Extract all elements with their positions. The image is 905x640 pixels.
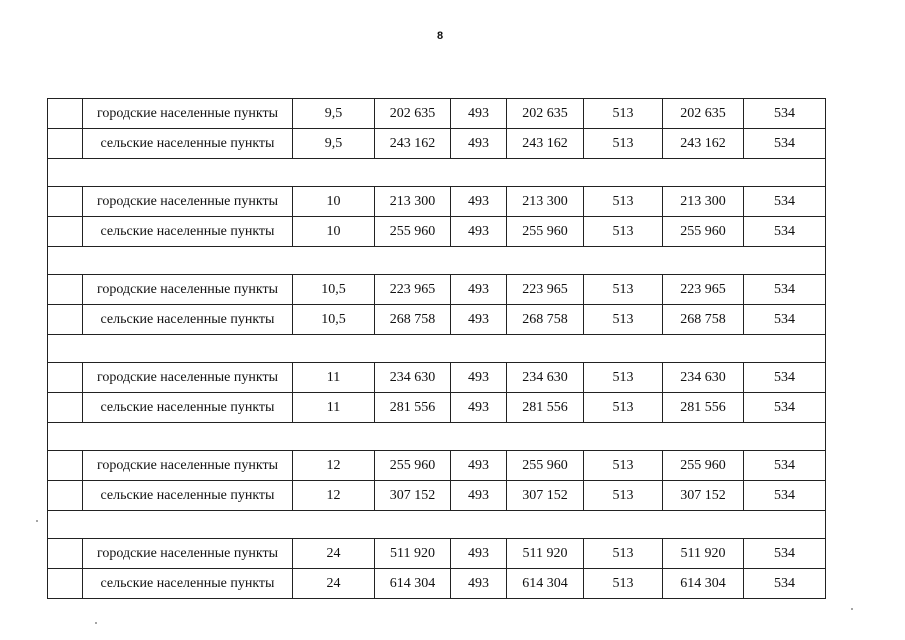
value-cell: 513 xyxy=(584,129,663,159)
value-cell: 12 xyxy=(293,451,375,481)
group-spacer-row xyxy=(48,335,826,363)
group-spacer-row xyxy=(48,247,826,275)
value-cell: 513 xyxy=(584,305,663,335)
value-cell: 513 xyxy=(584,99,663,129)
blank-cell xyxy=(48,539,83,569)
value-cell: 307 152 xyxy=(663,481,744,511)
value-cell: 534 xyxy=(744,451,826,481)
table-row xyxy=(48,539,826,569)
value-cell: 202 635 xyxy=(663,99,744,129)
value-cell: 268 758 xyxy=(507,305,584,335)
value-cell: 534 xyxy=(744,363,826,393)
blank-cell xyxy=(48,451,83,481)
value-cell: 513 xyxy=(584,187,663,217)
table-row xyxy=(48,305,826,335)
value-cell: 12 xyxy=(293,481,375,511)
value-cell: 513 xyxy=(584,363,663,393)
value-cell: 534 xyxy=(744,539,826,569)
value-cell: 493 xyxy=(451,217,507,247)
value-cell: 493 xyxy=(451,451,507,481)
table-row xyxy=(48,99,826,129)
blank-cell xyxy=(48,275,83,305)
settlement-type-cell: городские населенные пункты xyxy=(83,539,293,569)
value-cell: 493 xyxy=(451,481,507,511)
value-cell: 493 xyxy=(451,393,507,423)
table-row xyxy=(48,187,826,217)
value-cell: 493 xyxy=(451,99,507,129)
blank-cell xyxy=(48,99,83,129)
value-cell: 281 556 xyxy=(375,393,451,423)
table-row xyxy=(48,363,826,393)
blank-cell xyxy=(48,569,83,599)
value-cell: 255 960 xyxy=(375,451,451,481)
value-cell: 213 300 xyxy=(375,187,451,217)
value-cell: 493 xyxy=(451,569,507,599)
value-cell: 268 758 xyxy=(663,305,744,335)
value-cell: 513 xyxy=(584,539,663,569)
value-cell: 10 xyxy=(293,187,375,217)
settlement-type-cell: городские населенные пункты xyxy=(83,451,293,481)
value-cell: 243 162 xyxy=(663,129,744,159)
value-cell: 614 304 xyxy=(375,569,451,599)
settlement-type-cell: сельские населенные пункты xyxy=(83,129,293,159)
scan-speck xyxy=(851,608,853,610)
table-row xyxy=(48,569,826,599)
value-cell: 493 xyxy=(451,305,507,335)
table-row xyxy=(48,451,826,481)
value-cell: 534 xyxy=(744,99,826,129)
blank-cell xyxy=(48,393,83,423)
value-cell: 234 630 xyxy=(375,363,451,393)
value-cell: 202 635 xyxy=(507,99,584,129)
value-cell: 307 152 xyxy=(507,481,584,511)
value-cell: 534 xyxy=(744,569,826,599)
settlement-type-cell: городские населенные пункты xyxy=(83,187,293,217)
blank-cell xyxy=(48,305,83,335)
value-cell: 10,5 xyxy=(293,275,375,305)
value-cell: 493 xyxy=(451,539,507,569)
value-cell: 10,5 xyxy=(293,305,375,335)
value-cell: 24 xyxy=(293,539,375,569)
value-cell: 24 xyxy=(293,569,375,599)
value-cell: 511 920 xyxy=(375,539,451,569)
value-cell: 307 152 xyxy=(375,481,451,511)
settlement-type-cell: сельские населенные пункты xyxy=(83,481,293,511)
settlement-type-cell: городские населенные пункты xyxy=(83,99,293,129)
value-cell: 513 xyxy=(584,217,663,247)
value-cell: 255 960 xyxy=(507,217,584,247)
value-cell: 255 960 xyxy=(375,217,451,247)
value-cell: 255 960 xyxy=(663,217,744,247)
table-row xyxy=(48,275,826,305)
table-row xyxy=(48,393,826,423)
spacer-cell xyxy=(48,511,826,539)
value-cell: 213 300 xyxy=(663,187,744,217)
spacer-cell xyxy=(48,335,826,363)
settlement-type-cell: городские населенные пункты xyxy=(83,275,293,305)
blank-cell xyxy=(48,187,83,217)
value-cell: 493 xyxy=(451,275,507,305)
settlement-type-cell: сельские населенные пункты xyxy=(83,217,293,247)
group-spacer-row xyxy=(48,159,826,187)
settlement-type-cell: городские населенные пункты xyxy=(83,363,293,393)
blank-cell xyxy=(48,481,83,511)
blank-cell xyxy=(48,363,83,393)
value-cell: 11 xyxy=(293,393,375,423)
value-cell: 223 965 xyxy=(375,275,451,305)
value-cell: 234 630 xyxy=(507,363,584,393)
value-cell: 234 630 xyxy=(663,363,744,393)
value-cell: 534 xyxy=(744,187,826,217)
value-cell: 511 920 xyxy=(663,539,744,569)
value-cell: 255 960 xyxy=(507,451,584,481)
spacer-cell xyxy=(48,159,826,187)
settlement-type-cell: сельские населенные пункты xyxy=(83,569,293,599)
value-cell: 534 xyxy=(744,393,826,423)
value-cell: 534 xyxy=(744,217,826,247)
value-cell: 493 xyxy=(451,187,507,217)
value-cell: 513 xyxy=(584,275,663,305)
value-cell: 511 920 xyxy=(507,539,584,569)
value-cell: 202 635 xyxy=(375,99,451,129)
value-cell: 10 xyxy=(293,217,375,247)
value-cell: 243 162 xyxy=(375,129,451,159)
value-cell: 614 304 xyxy=(663,569,744,599)
blank-cell xyxy=(48,129,83,159)
value-cell: 255 960 xyxy=(663,451,744,481)
table-row xyxy=(48,217,826,247)
value-cell: 281 556 xyxy=(507,393,584,423)
value-cell: 614 304 xyxy=(507,569,584,599)
value-cell: 281 556 xyxy=(663,393,744,423)
page-number: 8 xyxy=(436,30,444,42)
group-spacer-row xyxy=(48,511,826,539)
settlement-type-cell: сельские населенные пункты xyxy=(83,305,293,335)
value-cell: 223 965 xyxy=(663,275,744,305)
settlement-type-cell: сельские населенные пункты xyxy=(83,393,293,423)
tariff-table xyxy=(47,98,826,599)
scan-speck xyxy=(95,622,97,624)
value-cell: 243 162 xyxy=(507,129,584,159)
value-cell: 493 xyxy=(451,363,507,393)
blank-cell xyxy=(48,217,83,247)
value-cell: 213 300 xyxy=(507,187,584,217)
value-cell: 534 xyxy=(744,275,826,305)
value-cell: 223 965 xyxy=(507,275,584,305)
group-spacer-row xyxy=(48,423,826,451)
spacer-cell xyxy=(48,247,826,275)
value-cell: 534 xyxy=(744,129,826,159)
table-row xyxy=(48,129,826,159)
value-cell: 268 758 xyxy=(375,305,451,335)
value-cell: 9,5 xyxy=(293,99,375,129)
table-row xyxy=(48,481,826,511)
value-cell: 534 xyxy=(744,481,826,511)
value-cell: 534 xyxy=(744,305,826,335)
value-cell: 11 xyxy=(293,363,375,393)
value-cell: 513 xyxy=(584,569,663,599)
spacer-cell xyxy=(48,423,826,451)
value-cell: 493 xyxy=(451,129,507,159)
value-cell: 513 xyxy=(584,393,663,423)
value-cell: 513 xyxy=(584,481,663,511)
scan-speck xyxy=(36,520,38,522)
value-cell: 9,5 xyxy=(293,129,375,159)
value-cell: 513 xyxy=(584,451,663,481)
